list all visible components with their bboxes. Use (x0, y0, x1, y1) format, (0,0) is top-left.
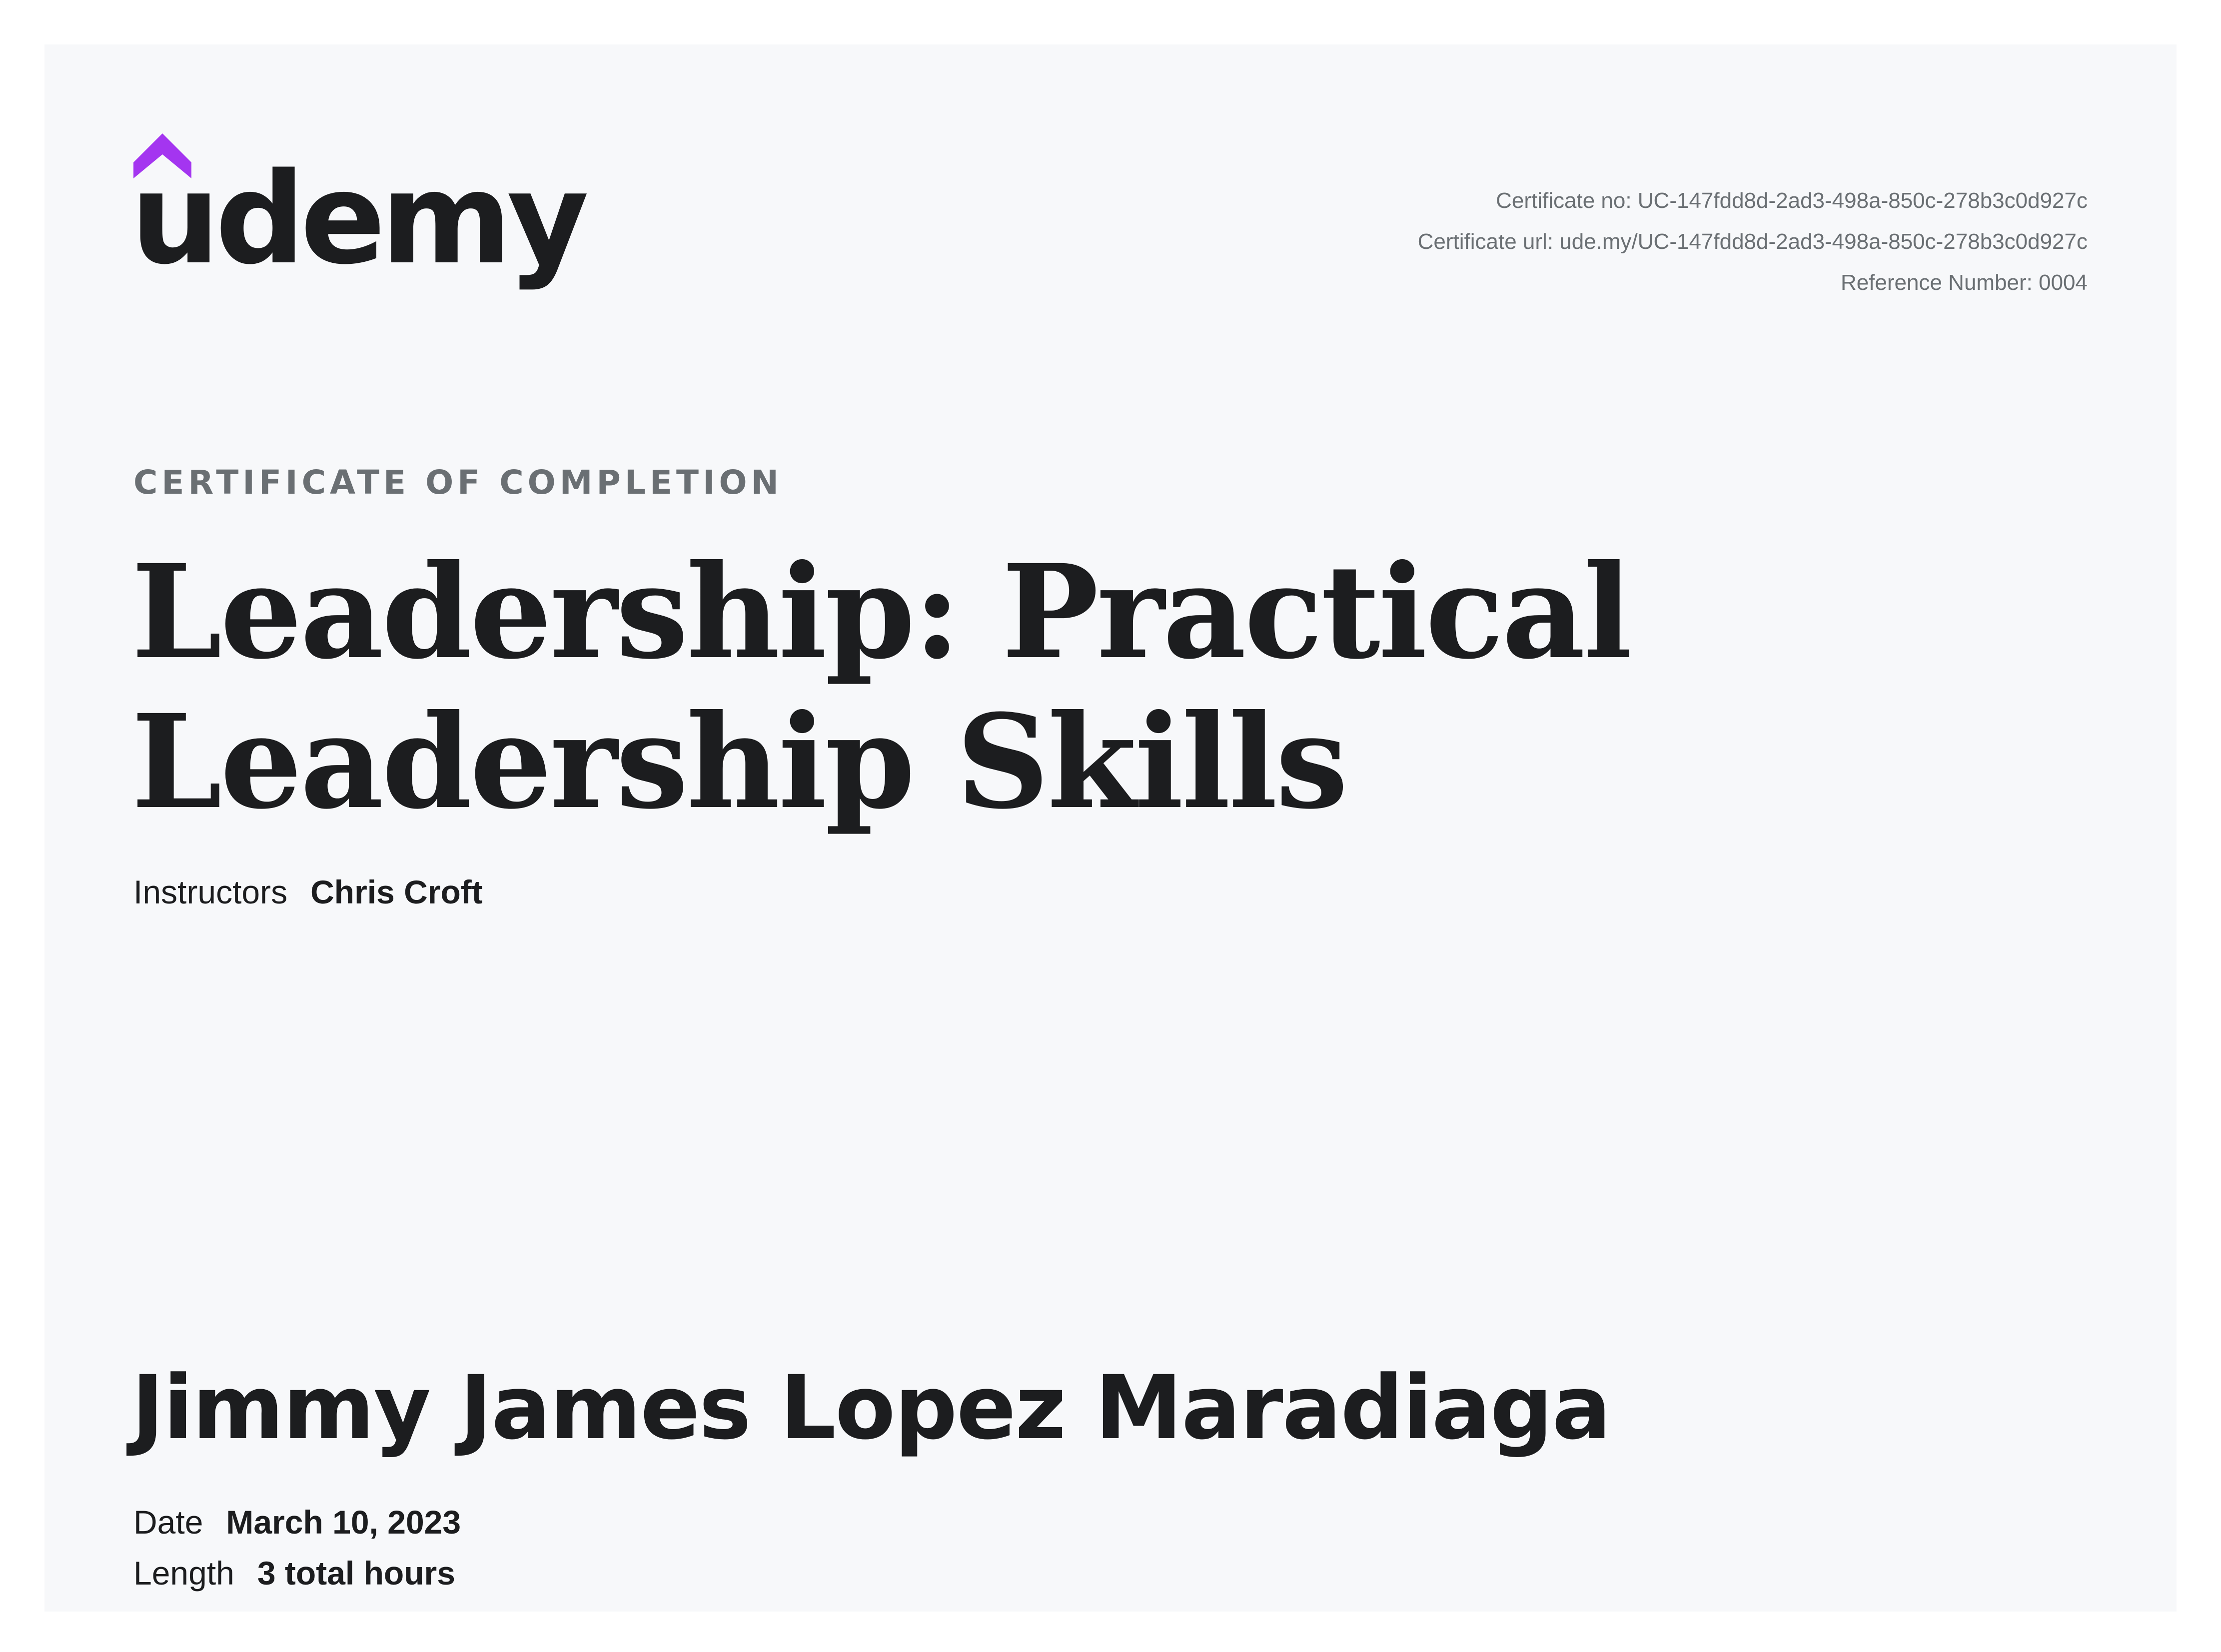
completion-details (133, 1497, 461, 1599)
length-row (133, 1548, 461, 1599)
certificate-meta (1418, 180, 2088, 303)
certificate-url: Certificate url: ude.my/UC-147fdd8d-2ad3-498a-850c-278b3c0d927c (1417, 229, 2088, 254)
course-title-line-1: Leadership: Practical (131, 536, 1631, 688)
length-label: Length (133, 1555, 234, 1592)
date-row (133, 1497, 461, 1548)
instructor-name: Chris Croft (310, 873, 483, 910)
length-value: 3 total hours (257, 1555, 455, 1592)
certificate-number: Certificate no: UC-147fdd8d-2ad3-498a-850c-278b3c0d927c (1496, 188, 2088, 213)
student-name: Jimmy James Lopez Maradiaga (131, 1357, 1611, 1459)
udemy-logo (130, 133, 584, 313)
reference-number: Reference Number: 0004 (1840, 270, 2088, 295)
svg-text:udemy: udemy (130, 146, 584, 292)
instructors-label: Instructors (133, 873, 288, 910)
instructors-row (133, 873, 483, 911)
date-value: March 10, 2023 (226, 1504, 461, 1541)
certificate-page (44, 44, 2177, 1612)
date-label: Date (133, 1504, 203, 1541)
certificate-heading: CERTIFICATE OF COMPLETION (133, 463, 783, 502)
course-title (131, 537, 1731, 837)
course-title-line-2: Leadership Skills (131, 686, 1346, 837)
